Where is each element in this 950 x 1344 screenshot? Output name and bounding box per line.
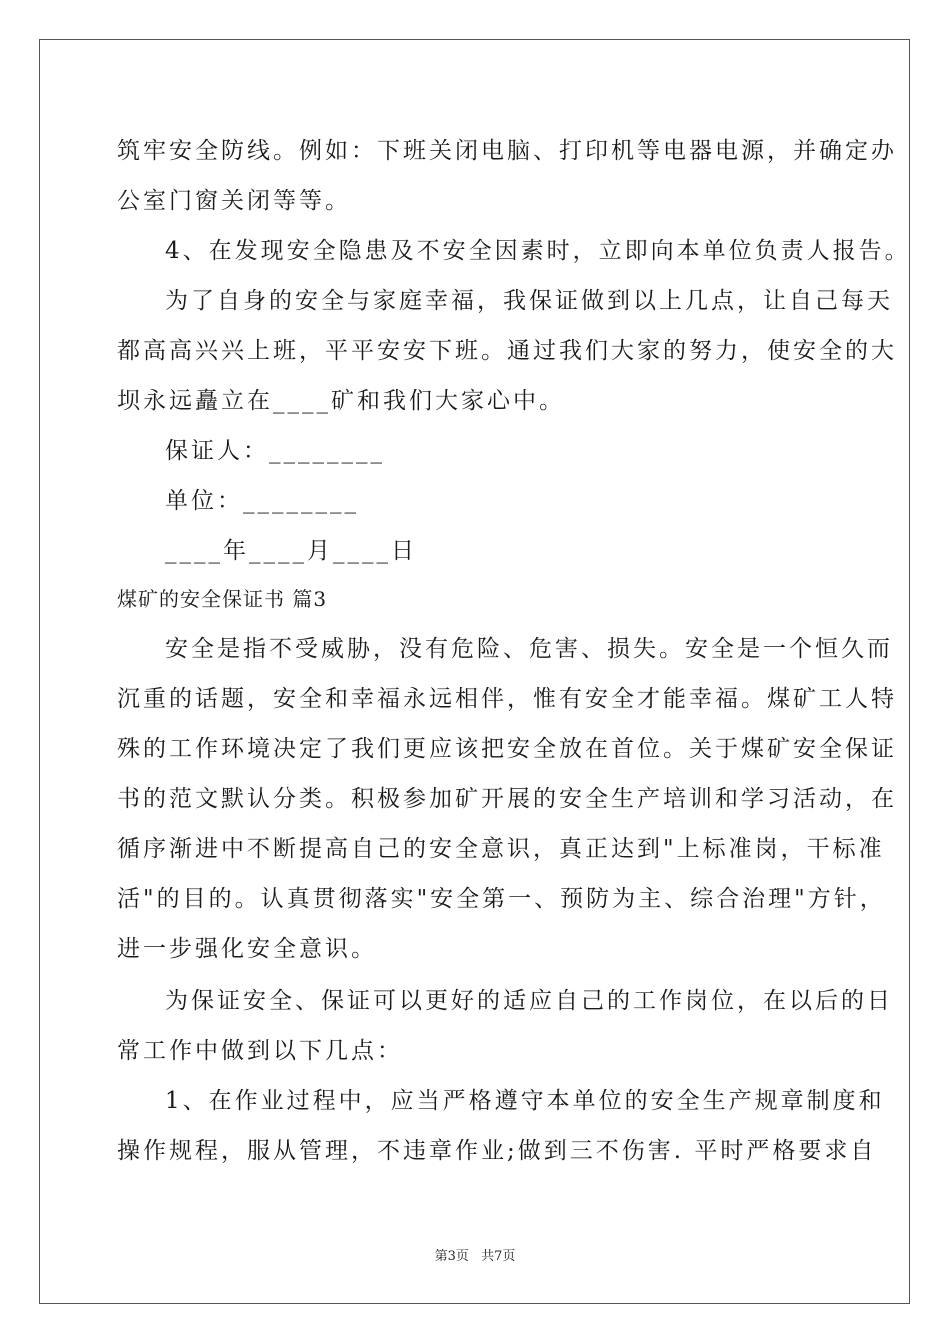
paragraph-line: 活"的目的。认真贯彻落实"安全第一、预防为主、综合治理"方针，	[117, 886, 886, 912]
paragraph-line: 书的范文默认分类。积极参加矿开展的安全生产培训和学习活动，在	[117, 786, 897, 812]
paragraph-line: 常工作中做到以下几点：	[117, 1038, 403, 1064]
paragraph-line: 进一步强化安全意识。	[117, 936, 377, 962]
page-number: 第3页	[434, 1249, 469, 1264]
paragraph-line: 筑牢安全防线。例如：下班关闭电脑、打印机等电器电源，并确定办	[117, 138, 897, 164]
paragraph-line: 坝永远矗立在____矿和我们大家心中。	[117, 388, 565, 414]
paragraph-line: 都高高兴兴上班，平平安安下班。通过我们大家的努力，使安全的大	[117, 338, 897, 364]
paragraph-line: 4、在发现安全隐患及不安全因素时，立即向本单位负责人报告。	[165, 238, 911, 264]
paragraph-line: 沉重的话题，安全和幸福永远相伴，惟有安全才能幸福。煤矿工人特	[117, 686, 897, 712]
page-footer	[0, 1245, 950, 1264]
paragraph-line: 操作规程，服从管理，不违章作业;做到三不伤害. 平时严格要求自	[117, 1138, 877, 1164]
page-total: 共7页	[481, 1249, 516, 1264]
section-heading: 煤矿的安全保证书 篇3	[117, 587, 328, 611]
paragraph-line: 1、在作业过程中，应当严格遵守本单位的安全生产规章制度和	[165, 1088, 885, 1114]
unit-line: 单位：________	[165, 488, 359, 514]
paragraph-line: 循序渐进中不断提高自己的安全意识，真正达到"上标准岗，干标准	[117, 836, 885, 862]
paragraph-line: 为了自身的安全与家庭幸福，我保证做到以上几点，让自己每天	[165, 288, 893, 314]
guarantor-line: 保证人：________	[165, 438, 385, 464]
date-line: ____年____月____日	[165, 538, 417, 564]
paragraph-line: 殊的工作环境决定了我们更应该把安全放在首位。关于煤矿安全保证	[117, 736, 897, 762]
paragraph-line: 公室门窗关闭等等。	[117, 188, 351, 214]
paragraph-line: 安全是指不受威胁，没有危险、危害、损失。安全是一个恒久而	[165, 636, 893, 662]
paragraph-line: 为保证安全、保证可以更好的适应自己的工作岗位，在以后的日	[165, 988, 893, 1014]
